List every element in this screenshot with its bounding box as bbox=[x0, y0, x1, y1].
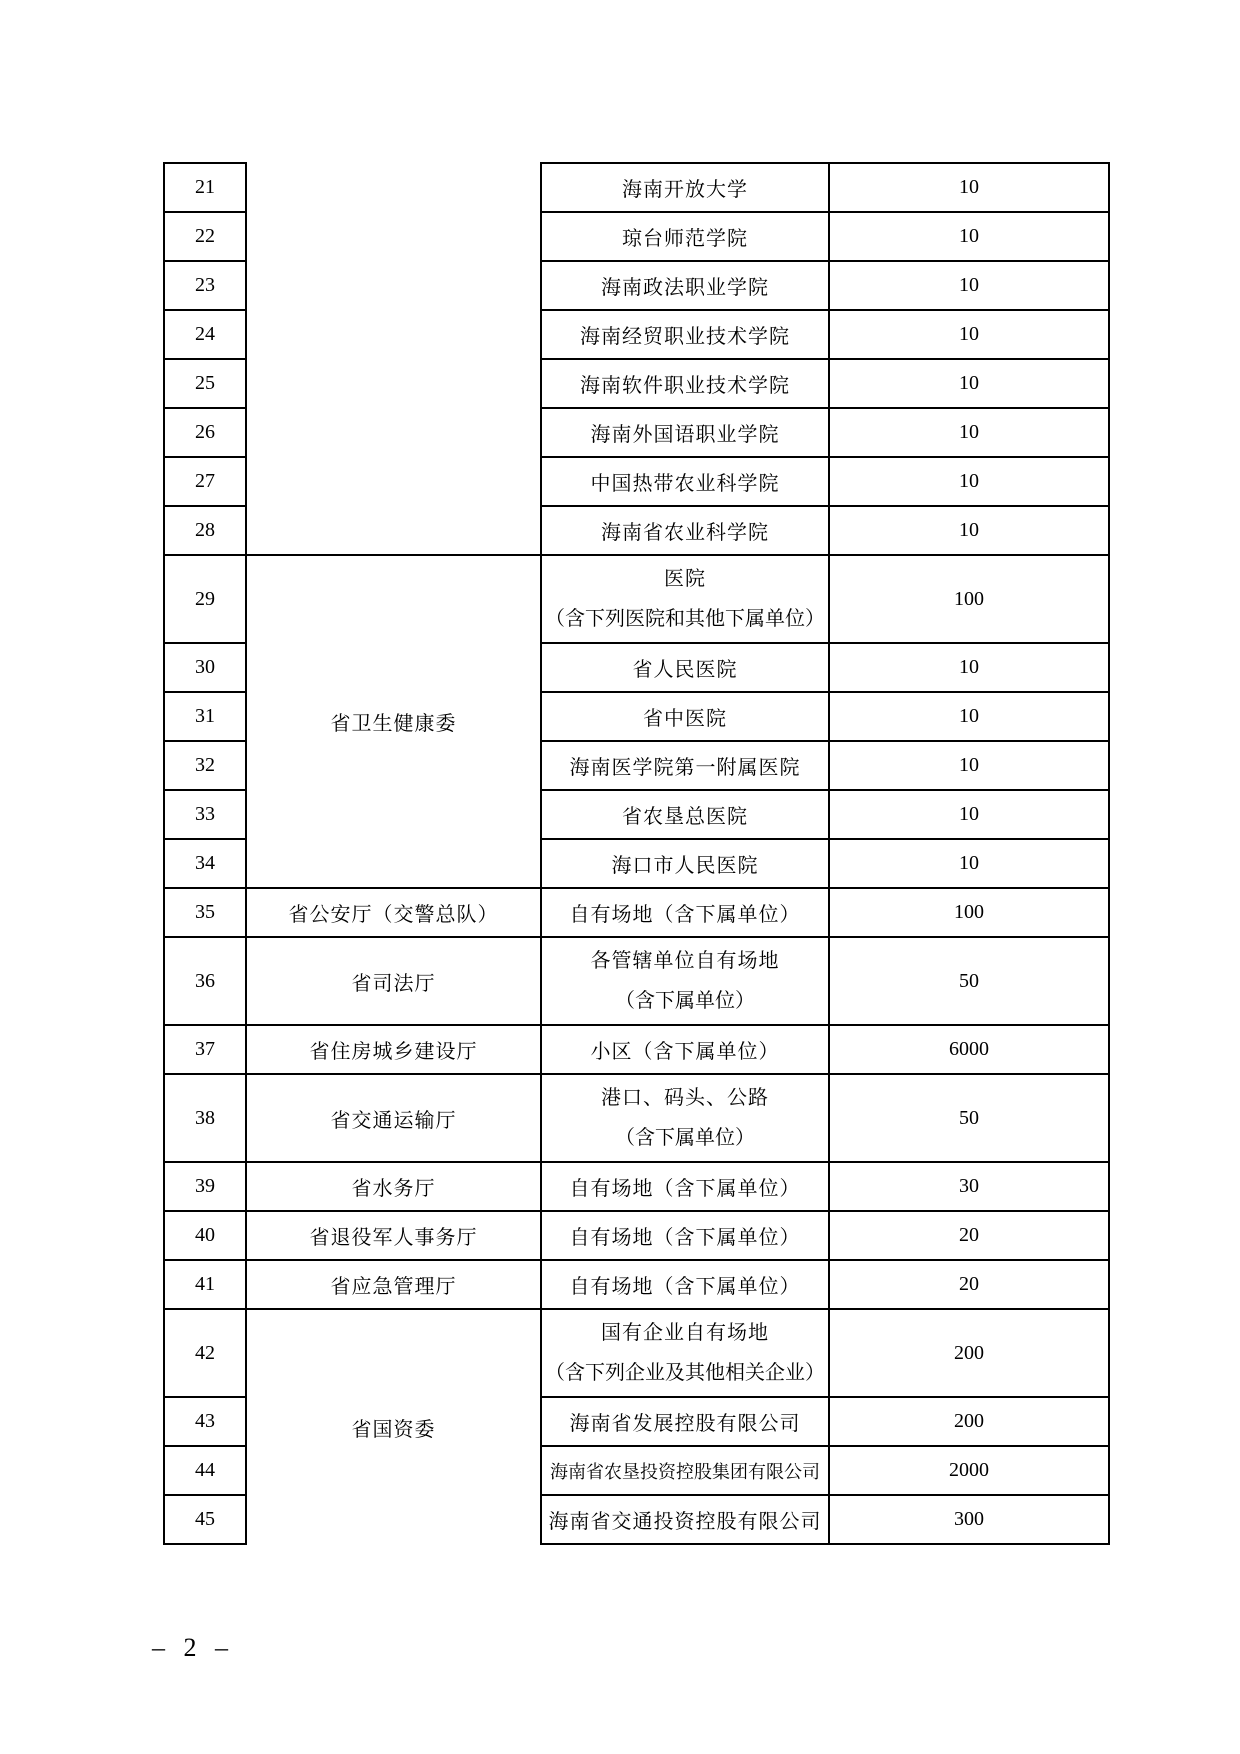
quantity-cell: 10 bbox=[829, 643, 1109, 692]
unit-cell: 海南省交通投资控股有限公司 bbox=[541, 1495, 829, 1544]
table-row bbox=[164, 1162, 1109, 1211]
row-number-cell: 22 bbox=[164, 212, 246, 261]
department-cell: 省退役军人事务厅 bbox=[246, 1211, 541, 1260]
row-number-cell: 23 bbox=[164, 261, 246, 310]
row-number-cell: 24 bbox=[164, 310, 246, 359]
unit-cell: 自有场地（含下属单位） bbox=[541, 888, 829, 937]
row-number-cell: 28 bbox=[164, 506, 246, 555]
row-number-cell: 29 bbox=[164, 555, 246, 643]
table-row bbox=[164, 888, 1109, 937]
table-row bbox=[164, 1025, 1109, 1074]
row-number-cell: 30 bbox=[164, 643, 246, 692]
quantity-cell: 10 bbox=[829, 261, 1109, 310]
quantity-cell: 10 bbox=[829, 359, 1109, 408]
unit-cell bbox=[541, 1309, 829, 1397]
department-cell: 省应急管理厅 bbox=[246, 1260, 541, 1309]
quantity-cell: 10 bbox=[829, 212, 1109, 261]
row-number-cell: 38 bbox=[164, 1074, 246, 1162]
quantity-cell: 10 bbox=[829, 310, 1109, 359]
unit-line-2: （含下列医院和其他下属单位） bbox=[545, 608, 825, 630]
unit-line-2: （含下属单位） bbox=[615, 990, 755, 1012]
row-number-cell: 42 bbox=[164, 1309, 246, 1397]
quantity-cell: 200 bbox=[829, 1309, 1109, 1397]
unit-cell: 海口市人民医院 bbox=[541, 839, 829, 888]
quantity-cell: 50 bbox=[829, 1074, 1109, 1162]
department-cell: 省公安厅（交警总队） bbox=[246, 888, 541, 937]
unit-line-1: 医院 bbox=[664, 568, 706, 590]
row-number-cell: 44 bbox=[164, 1446, 246, 1495]
quantity-cell: 50 bbox=[829, 937, 1109, 1025]
unit-line-1: 国有企业自有场地 bbox=[601, 1322, 769, 1344]
unit-cell: 海南软件职业技术学院 bbox=[541, 359, 829, 408]
row-number-cell: 21 bbox=[164, 163, 246, 212]
row-number-cell: 26 bbox=[164, 408, 246, 457]
quantity-cell: 100 bbox=[829, 555, 1109, 643]
row-number-cell: 39 bbox=[164, 1162, 246, 1211]
quantity-cell: 10 bbox=[829, 790, 1109, 839]
row-number-cell: 43 bbox=[164, 1397, 246, 1446]
unit-line-1: 港口、码头、公路 bbox=[601, 1087, 769, 1109]
quantity-cell: 10 bbox=[829, 408, 1109, 457]
quantity-cell: 2000 bbox=[829, 1446, 1109, 1495]
quantity-cell: 100 bbox=[829, 888, 1109, 937]
quantity-cell: 30 bbox=[829, 1162, 1109, 1211]
row-number-cell: 37 bbox=[164, 1025, 246, 1074]
department-cell: 省国资委 bbox=[246, 1309, 541, 1544]
quantity-cell: 10 bbox=[829, 506, 1109, 555]
quantity-cell: 10 bbox=[829, 741, 1109, 790]
unit-cell: 自有场地（含下属单位） bbox=[541, 1211, 829, 1260]
quantity-cell: 300 bbox=[829, 1495, 1109, 1544]
unit-cell: 小区（含下属单位） bbox=[541, 1025, 829, 1074]
table-row bbox=[164, 1260, 1109, 1309]
unit-cell bbox=[541, 555, 829, 643]
row-number-cell: 33 bbox=[164, 790, 246, 839]
unit-cell: 自有场地（含下属单位） bbox=[541, 1260, 829, 1309]
unit-line-1: 各管辖单位自有场地 bbox=[590, 950, 780, 972]
row-number-cell: 31 bbox=[164, 692, 246, 741]
table-row bbox=[164, 555, 1109, 643]
department-cell: 省住房城乡建设厅 bbox=[246, 1025, 541, 1074]
row-number-cell: 36 bbox=[164, 937, 246, 1025]
page-number: – 2 – bbox=[152, 1633, 234, 1662]
table-row bbox=[164, 1309, 1109, 1397]
department-cell: 省司法厅 bbox=[246, 937, 541, 1025]
quantity-cell: 20 bbox=[829, 1211, 1109, 1260]
unit-cell: 海南外国语职业学院 bbox=[541, 408, 829, 457]
unit-cell: 省中医院 bbox=[541, 692, 829, 741]
unit-cell: 海南省发展控股有限公司 bbox=[541, 1397, 829, 1446]
unit-line-2: （含下属单位） bbox=[615, 1127, 755, 1149]
unit-cell: 海南省农业科学院 bbox=[541, 506, 829, 555]
unit-cell: 海南医学院第一附属医院 bbox=[541, 741, 829, 790]
department-cell: 省交通运输厅 bbox=[246, 1074, 541, 1162]
department-cell: 省卫生健康委 bbox=[246, 555, 541, 888]
row-number-cell: 34 bbox=[164, 839, 246, 888]
quantity-cell: 10 bbox=[829, 692, 1109, 741]
quantity-cell: 6000 bbox=[829, 1025, 1109, 1074]
department-cell bbox=[246, 163, 541, 555]
row-number-cell: 27 bbox=[164, 457, 246, 506]
unit-cell: 中国热带农业科学院 bbox=[541, 457, 829, 506]
unit-cell: 海南开放大学 bbox=[541, 163, 829, 212]
row-number-cell: 35 bbox=[164, 888, 246, 937]
row-number-cell: 32 bbox=[164, 741, 246, 790]
table-row bbox=[164, 937, 1109, 1025]
quantity-cell: 10 bbox=[829, 839, 1109, 888]
row-number-cell: 40 bbox=[164, 1211, 246, 1260]
table-row bbox=[164, 163, 1109, 212]
unit-cell bbox=[541, 937, 829, 1025]
quantity-cell: 10 bbox=[829, 163, 1109, 212]
quantity-cell: 200 bbox=[829, 1397, 1109, 1446]
table-row bbox=[164, 1211, 1109, 1260]
unit-line-2: （含下列企业及其他相关企业） bbox=[545, 1362, 825, 1384]
unit-cell: 琼台师范学院 bbox=[541, 212, 829, 261]
row-number-cell: 25 bbox=[164, 359, 246, 408]
quantity-cell: 20 bbox=[829, 1260, 1109, 1309]
unit-cell: 海南政法职业学院 bbox=[541, 261, 829, 310]
unit-cell bbox=[541, 1074, 829, 1162]
unit-cell: 海南经贸职业技术学院 bbox=[541, 310, 829, 359]
table-row bbox=[164, 1074, 1109, 1162]
row-number-cell: 45 bbox=[164, 1495, 246, 1544]
unit-cell: 省农垦总医院 bbox=[541, 790, 829, 839]
unit-cell: 海南省农垦投资控股集团有限公司 bbox=[541, 1446, 829, 1495]
row-number-cell: 41 bbox=[164, 1260, 246, 1309]
department-cell: 省水务厅 bbox=[246, 1162, 541, 1211]
unit-cell: 自有场地（含下属单位） bbox=[541, 1162, 829, 1211]
quantity-cell: 10 bbox=[829, 457, 1109, 506]
allocation-table bbox=[163, 162, 1110, 1545]
unit-cell: 省人民医院 bbox=[541, 643, 829, 692]
